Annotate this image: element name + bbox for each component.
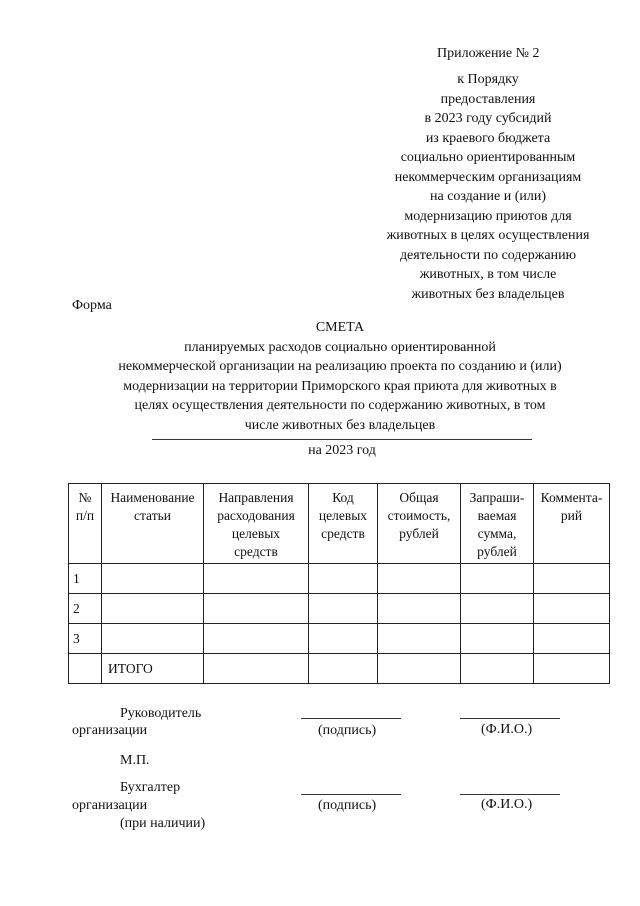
table-cell[interactable] [102,594,204,624]
heading-line: некоммерческой организации на реализацию проекта по созданию и (или) [118,359,562,374]
col-header-spending-direction [204,484,309,564]
annex-line: некоммерческим организациям [394,169,582,185]
col-header-text: рублей [477,544,517,559]
table-cell[interactable] [309,654,378,684]
col-header-text: расходования [217,508,295,523]
col-header-text: целевых [231,526,281,541]
head-name-line [460,718,560,719]
table-cell[interactable] [461,624,534,654]
accountant-label-line3: (при наличии) [120,816,206,831]
col-header-text: Запраши- [469,490,525,505]
annex-line: на создание и (или) [429,189,547,204]
organization-name-line [152,439,532,440]
table-cell[interactable] [309,624,378,654]
annex-body [368,70,608,304]
row-number: 2 [69,594,102,624]
col-header-text: Коммента- [540,490,603,505]
document-heading [60,318,620,435]
table-cell[interactable] [461,564,534,594]
col-header-number [69,484,102,564]
table-cell[interactable] [102,624,204,654]
head-signature-caption: (подпись) [318,723,377,738]
table-cell[interactable] [378,594,461,624]
col-header-item-name [102,484,204,564]
table-cell[interactable] [309,564,378,594]
col-header-text: рий [560,508,583,523]
estimate-table [68,483,610,684]
col-header-comment [534,484,610,564]
table-header-row [69,484,610,564]
annex-line: животных, в том числе [419,267,557,282]
document-title: СМЕТА [315,320,365,335]
col-header-text: целевых [318,508,368,523]
head-signature-line [301,718,401,719]
annex-line: в 2023 году субсидий [424,111,552,126]
stamp-label: М.П. [120,753,150,768]
col-header-text: п/п [75,508,95,523]
year-label: на 2023 год [308,443,376,458]
heading-line: целях осуществления деятельности по содержанию животных, в том [134,398,546,413]
table-cell[interactable] [534,594,610,624]
col-header-text: стоимость, [387,508,451,523]
table-cell[interactable] [204,654,309,684]
col-header-total-cost [378,484,461,564]
accountant-name-line [460,794,560,795]
col-header-text: Направления [218,490,294,505]
col-header-text: Наименование [110,490,195,505]
annex-title: Приложение № 2 [437,46,540,61]
table-cell[interactable] [461,654,534,684]
table-cell[interactable] [378,624,461,654]
col-header-text: статьи [134,508,171,523]
accountant-signature-line [301,794,401,795]
table-cell[interactable] [378,564,461,594]
table-row [69,594,610,624]
col-header-text: средств [234,544,278,559]
col-header-code [309,484,378,564]
table-cell[interactable] [534,564,610,594]
col-header-text: средств [321,526,365,541]
col-header-text: Общая [399,490,439,505]
table-cell[interactable] [461,594,534,624]
col-header-text: ваемая [477,508,517,523]
total-label: ИТОГО [102,654,204,684]
table-row [69,564,610,594]
accountant-label-line2: организации [72,798,148,813]
heading-line: планируемых расходов социально ориентированной [184,339,496,355]
table-cell[interactable] [204,594,309,624]
table-cell[interactable] [204,564,309,594]
head-label-line1: Руководитель [120,706,202,721]
head-label-line2: организации [72,723,148,738]
annex-line: предоставления [440,91,536,107]
table-cell[interactable] [204,624,309,654]
annex-line: социально ориентированным [400,150,576,165]
annex-line: деятельности по содержанию [399,247,577,263]
annex-line: животных без владельцев [411,286,565,302]
table-cell[interactable] [534,654,610,684]
accountant-signature-caption: (подпись) [318,798,377,813]
table-cell[interactable] [534,624,610,654]
col-header-text: сумма, [477,526,517,541]
col-header-requested-sum [461,484,534,564]
table-cell[interactable] [309,594,378,624]
annex-line: животных в целях осуществления [386,228,590,243]
accountant-name-caption: (Ф.И.О.) [481,797,533,812]
annex-line: к Порядку [457,72,519,87]
table-row [69,624,610,654]
row-number: 1 [69,564,102,594]
heading-line: модернизации на территории Приморского края приюта для животных в [123,378,557,394]
annex-line: модернизацию приютов для [404,208,572,224]
annex-line: из краевого бюджета [425,130,551,146]
table-cell[interactable] [378,654,461,684]
table-cell [69,654,102,684]
table-total-row [69,654,610,684]
table-cell[interactable] [102,564,204,594]
col-header-text: рублей [399,526,439,541]
accountant-label-line1: Бухгалтер [120,780,181,795]
row-number: 3 [69,624,102,654]
heading-line: числе животных без владельцев [244,417,436,433]
form-label: Форма [72,298,112,313]
col-header-text: № [78,490,92,505]
head-name-caption: (Ф.И.О.) [481,722,533,737]
col-header-text: Код [332,490,354,505]
